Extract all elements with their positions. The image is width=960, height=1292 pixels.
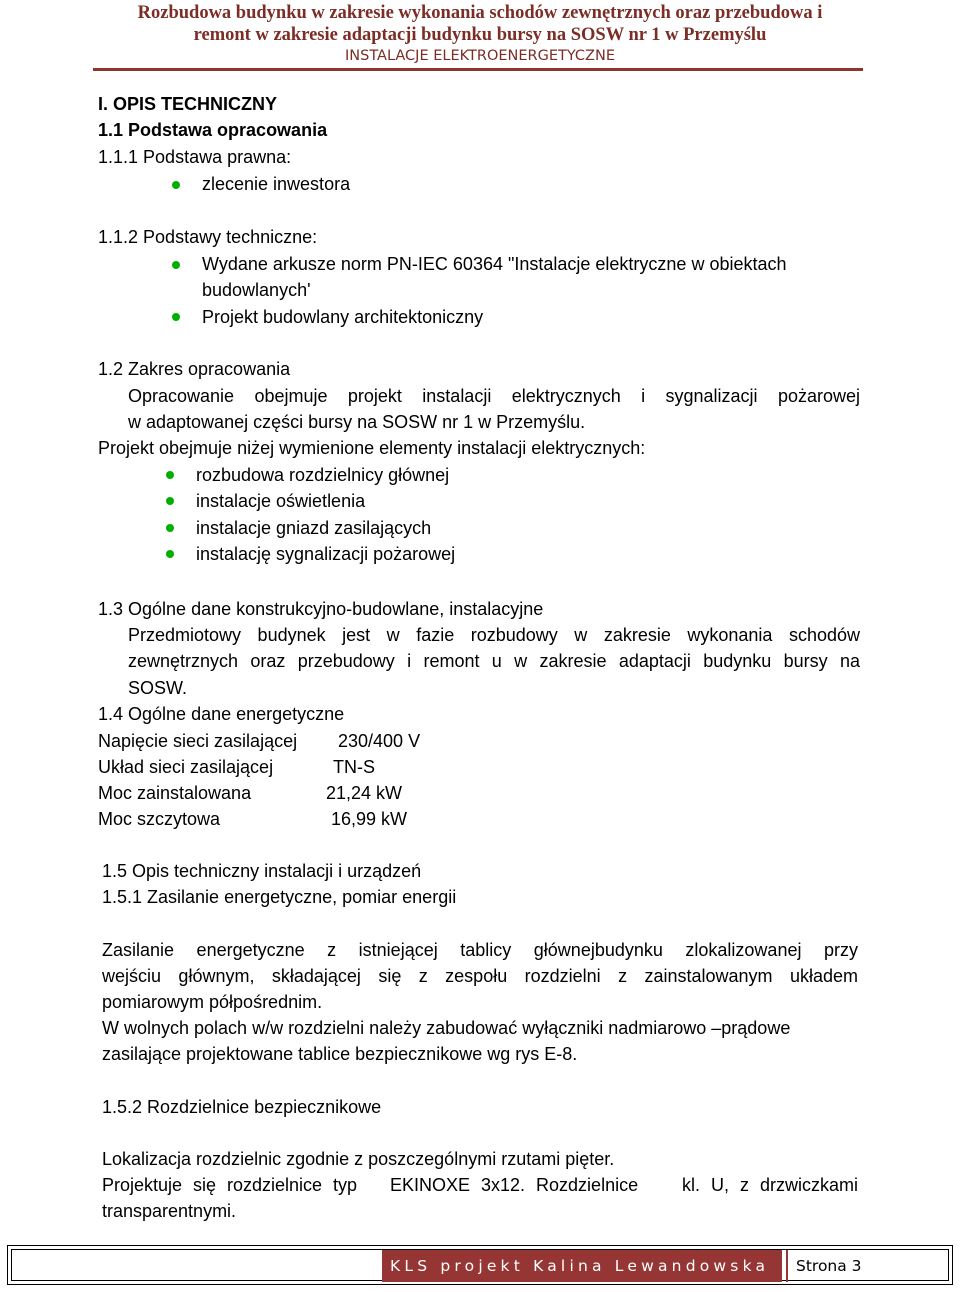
footer-author: KLS projekt Kalina Lewandowska [382, 1250, 782, 1282]
header-title-line-2: remont w zakresie adaptacji budynku bursy na SOSW nr 1 w Przemyślu [193, 25, 767, 45]
running-header [0, 0, 960, 66]
paragraph-1-2-intro: Projekt obejmuje niżej wymienione elementy instalacji elektrycznych: [98, 438, 646, 458]
list-item: Wydane arkusze norm PN-IEC 60364 "Instalacje elektryczne w obiektach [202, 254, 787, 274]
energy-value: 21,24 kW [326, 783, 403, 803]
paragraph-1-5-2-line: transparentnymi. [102, 1201, 237, 1221]
heading-1-4: 1.4 Ogólne dane energetyczne [98, 704, 345, 724]
paragraph-1-3-line: SOSW. [128, 678, 188, 698]
energy-label: Moc zainstalowana [98, 783, 252, 803]
paragraph-1-5-1b-line: zasilające projektowane tablice bezpiecznikowe wg rys E-8. [102, 1044, 578, 1064]
paragraph-1-5-1b-line: W wolnych polach w/w rozdzielni należy zabudować wyłączniki nadmiarowo –prądowe [102, 1018, 791, 1038]
paragraph-1-5-1-line: pomiarowym półpośrednim. [102, 992, 323, 1012]
heading-1-1-2: 1.1.2 Podstawy techniczne: [98, 227, 318, 247]
heading-1-5-1: 1.5.1 Zasilanie energetyczne, pomiar energii [102, 887, 457, 907]
page-footer [7, 1245, 953, 1285]
heading-1-5-2: 1.5.2 Rozdzielnice bezpiecznikowe [102, 1097, 382, 1117]
energy-label: Układ sieci zasilającej [98, 757, 274, 777]
heading-1-2: 1.2 Zakres opracowania [98, 359, 291, 379]
header-rule [93, 68, 863, 71]
energy-label: Moc szczytowa [98, 809, 221, 829]
energy-label: Napięcie sieci zasilającej [98, 731, 298, 751]
list-item: instalacje oświetlenia [196, 491, 366, 511]
heading-opis-techniczny: I. OPIS TECHNICZNY [98, 94, 278, 114]
bullet-icon [172, 181, 180, 189]
paragraph-1-5-1-line: wejściu głównym, składającej się z zespołu rozdzielni z zainstalowanym układem [102, 966, 858, 986]
energy-value: 16,99 kW [331, 809, 408, 829]
heading-1-3: 1.3 Ogólne dane konstrukcyjno-budowlane, instalacyjne [98, 599, 544, 619]
paragraph-1-3-line: Przedmiotowy budynek jest w fazie rozbudowy w zakresie wykonania schodów [128, 625, 860, 645]
list-item: zlecenie inwestora [202, 174, 351, 194]
bullet-icon [166, 471, 174, 479]
paragraph-1-2-line: Opracowanie obejmuje projekt instalacji elektrycznych i sygnalizacji pożarowej [128, 386, 860, 406]
list-item: instalacje gniazd zasilających [196, 518, 432, 538]
paragraph-1-3-line: zewnętrznych oraz przebudowy i remont u w zakresie adaptacji budynku bursy na [128, 651, 860, 671]
bullet-icon [172, 313, 180, 321]
page-number: Strona 3 [796, 1257, 862, 1275]
header-subtitle: INSTALACJE ELEKTROENERGETYCZNE [345, 48, 615, 64]
footer-frame [11, 1249, 949, 1281]
heading-1-1-1: 1.1.1 Podstawa prawna: [98, 147, 292, 167]
header-title-line-1: Rozbudowa budynku w zakresie wykonania schodów zewnętrznych oraz przebudowa i [137, 3, 823, 23]
paragraph-1-2-line: w adaptowanej części bursy na SOSW nr 1 w Przemyślu. [128, 412, 586, 432]
paragraph-1-5-2-line: Lokalizacja rozdzielnic zgodnie z poszczególnymi rzutami pięter. [102, 1149, 615, 1169]
bullet-icon [172, 261, 180, 269]
paragraph-1-5-2-line: Projektuje się rozdzielnice typ EKINOXE 3x12. Rozdzielnice kl. U, z drzwiczkami [102, 1175, 858, 1195]
list-item: rozbudowa rozdzielnicy głównej [196, 465, 450, 485]
bullet-icon [166, 497, 174, 505]
energy-value: 230/400 V [338, 731, 421, 751]
heading-1-5: 1.5 Opis techniczny instalacji i urządzeń [102, 861, 422, 881]
list-item: instalację sygnalizacji pożarowej [196, 544, 456, 564]
bullet-icon [166, 524, 174, 532]
heading-1-1: 1.1 Podstawa opracowania [98, 120, 328, 140]
energy-value: TN-S [333, 757, 375, 777]
paragraph-1-5-1-line: Zasilanie energetyczne z istniejącej tablicy głównejbudynku zlokalizowanej przy [102, 940, 858, 960]
bullet-icon [166, 550, 174, 558]
list-item-continuation: budowlanych' [202, 280, 311, 300]
footer-separator [786, 1250, 788, 1282]
list-item: Projekt budowlany architektoniczny [202, 307, 484, 327]
